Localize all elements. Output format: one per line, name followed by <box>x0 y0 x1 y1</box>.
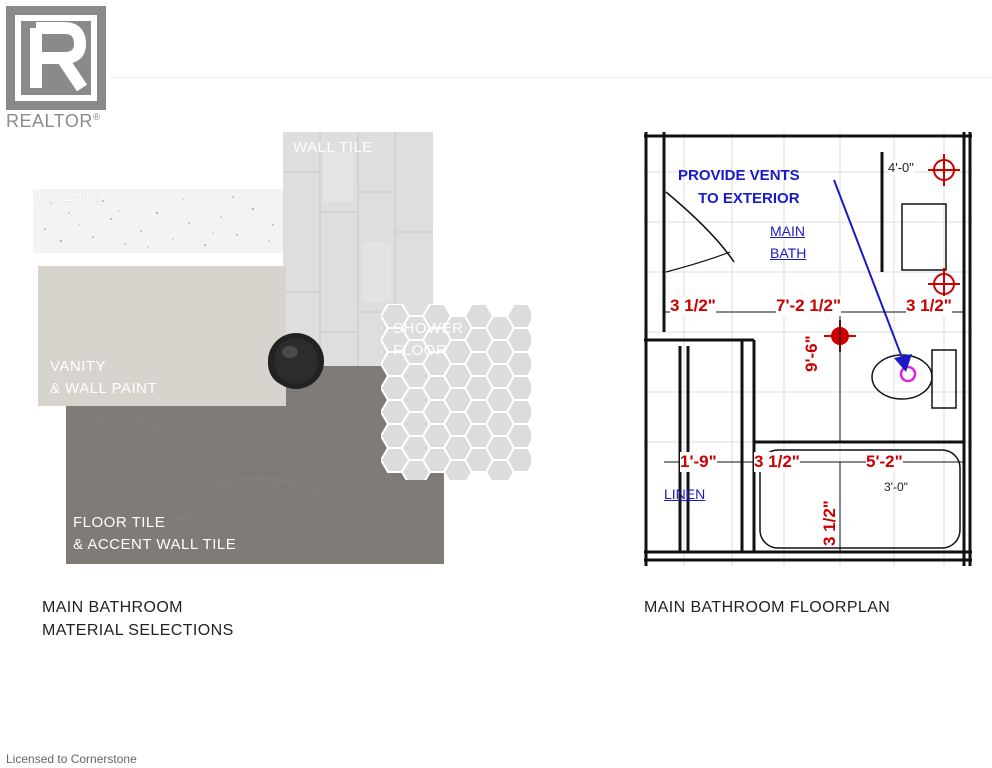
materials-caption-line1: MAIN BATHROOM <box>42 599 183 616</box>
dim-3-half-vert: 3 1/2" <box>820 500 839 546</box>
cabinet-knob-icon <box>256 330 328 394</box>
licensed-footer: Licensed to Cornerstone <box>6 752 137 766</box>
vents-note-line1: PROVIDE VENTS <box>678 167 800 184</box>
vanity-label-line1: VANITY <box>50 358 107 375</box>
floor-tile-label-line2: & ACCENT WALL TILE <box>73 536 237 553</box>
realtor-wordmark: REALTOR® <box>6 111 101 131</box>
dim-5-2: 5'-2" <box>866 452 903 471</box>
shower-floor-label <box>393 318 464 362</box>
shower-floor-label-line1: SHOWER <box>393 320 464 337</box>
dim-4-0: 4'-0" <box>888 160 914 175</box>
dim-7-2-half: 7'-2 1/2" <box>776 296 842 315</box>
dim-9-6: 9'-6" <box>802 335 821 372</box>
wall-tile-label: WALL TILE <box>293 139 373 156</box>
vents-note <box>678 164 800 210</box>
dim-3-half-mid: 3 1/2" <box>754 452 800 471</box>
dim-3-0: 3'-0" <box>884 480 908 494</box>
vanity-paint-swatch <box>38 266 286 406</box>
materials-caption-line2: MATERIAL SELECTIONS <box>42 622 234 639</box>
floorplan <box>644 132 972 566</box>
quartz-swatch <box>33 189 283 253</box>
room-label-line2: BATH <box>770 245 807 261</box>
vents-note-line2: TO EXTERIOR <box>698 190 800 207</box>
floorplan-caption: MAIN BATHROOM FLOORPLAN <box>644 599 891 616</box>
vanity-label <box>50 356 157 400</box>
floor-tile-label-line1: FLOOR TILE <box>73 514 166 531</box>
floor-tile-label <box>73 512 236 556</box>
room-label <box>770 220 806 264</box>
dim-1-9: 1'-9" <box>680 452 717 471</box>
linen-label: LINEN <box>664 486 706 502</box>
dim-3-half-right: 3 1/2" <box>906 296 952 315</box>
quartz-label: QUARTZ <box>38 191 103 208</box>
room-label-line1: MAIN <box>770 223 805 239</box>
materials-caption <box>42 596 234 642</box>
dim-3-half-left: 3 1/2" <box>670 296 716 315</box>
vanity-label-line2: & WALL PAINT <box>50 380 158 397</box>
material-board <box>0 0 560 600</box>
shower-floor-label-line2: FLOOR <box>393 342 448 359</box>
